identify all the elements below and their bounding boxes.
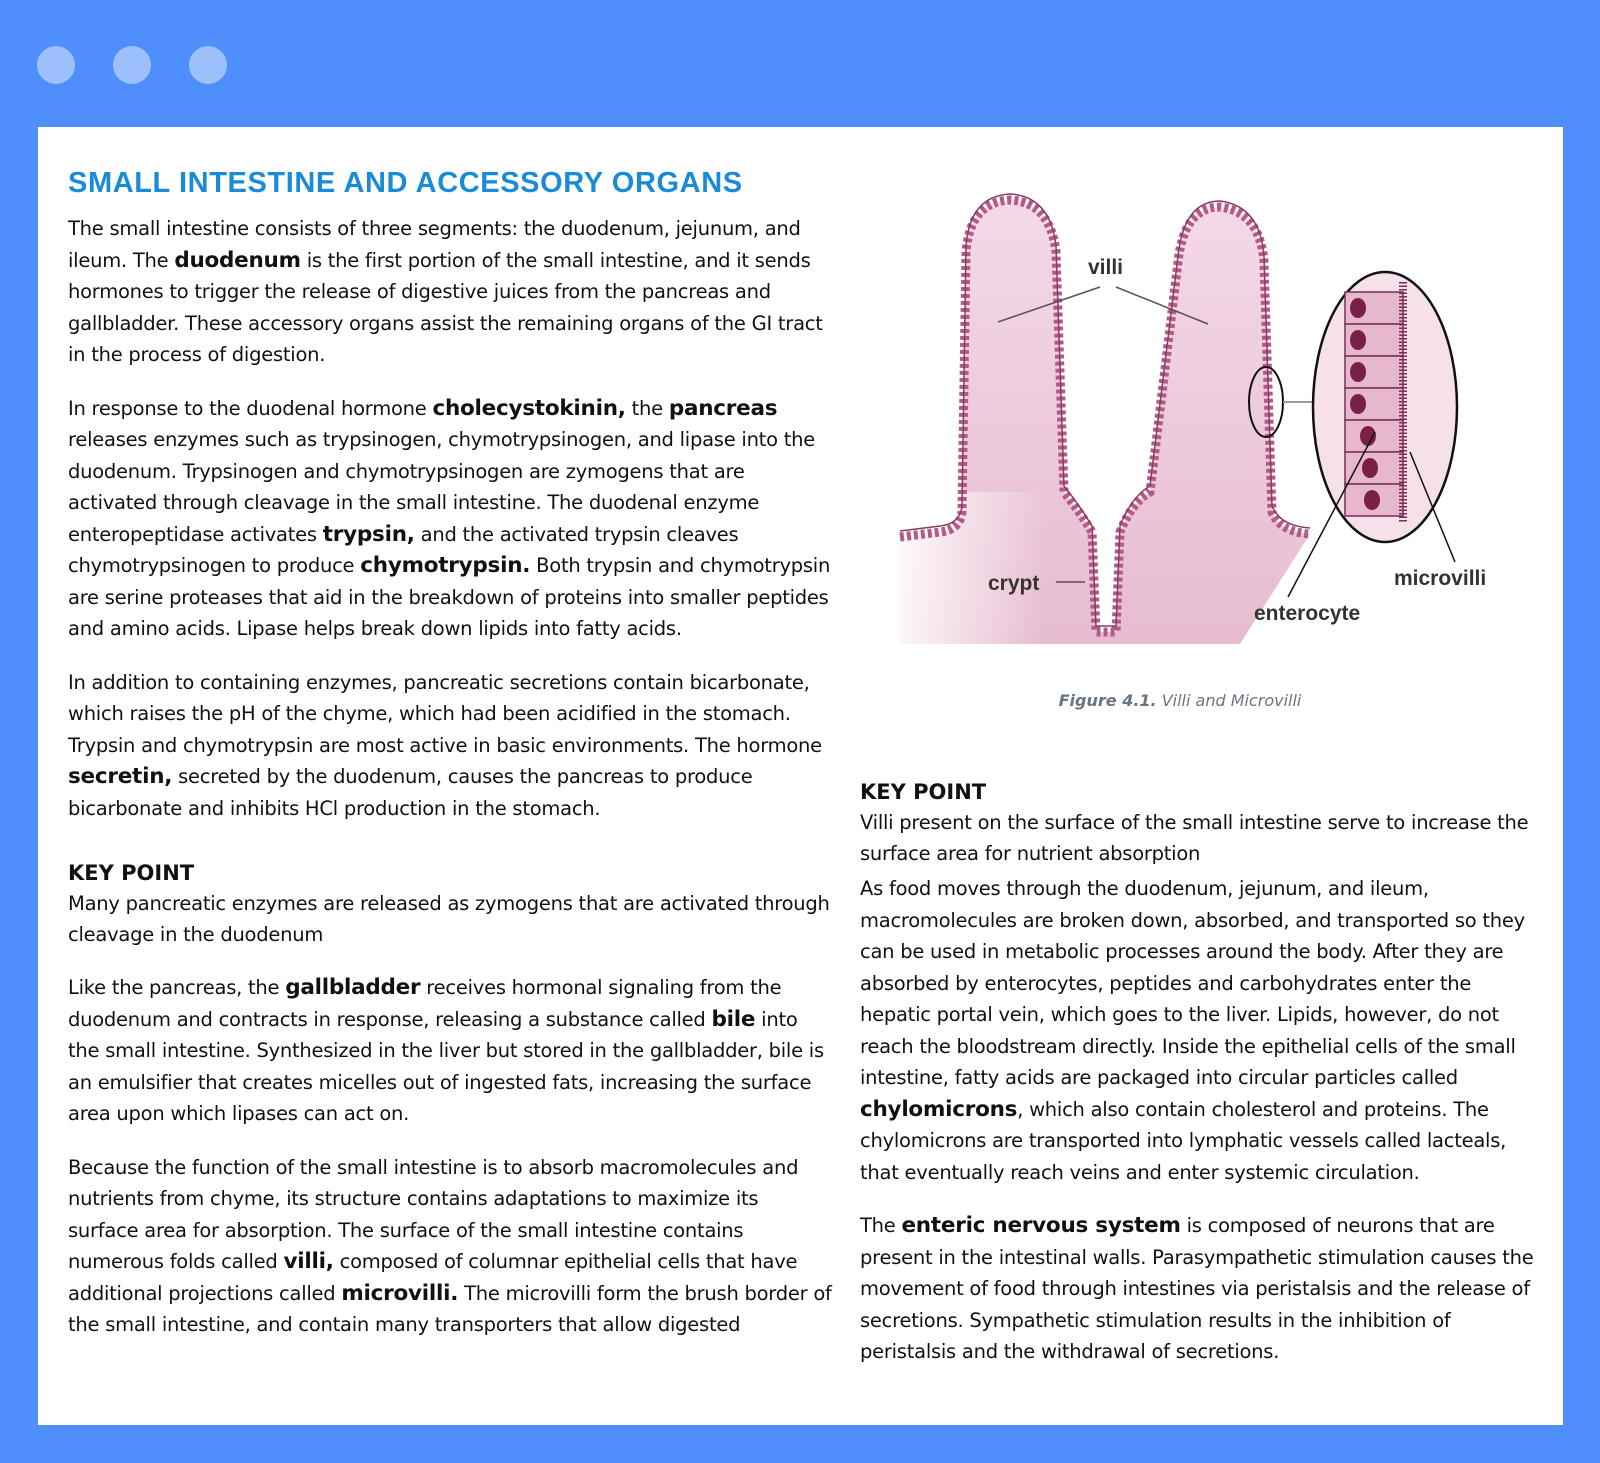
- paragraph-absorption: As food moves through the duodenum, jejunum, and ileum, macromolecules are broken down, absorbed, and transported so they can be used in metabolic processes around the body. After they are absorbed by enterocytes, peptides and carbohydrates enter the hepatic portal vein, which goes to the liver. Lipids, however, do not reach the bloodstream directly. Inside the epithelial cells of the small intestine, fatty acids are packaged into circular particles called chylomicrons, which also contain cholesterol and proteins. The chylomicrons are transported into lymphatic vessels called lacteals, that eventually reach veins and enter systemic circulation.: [860, 877, 1525, 1184]
- key-point-text: Many pancreatic enzymes are released as zymogens that are activated through cleavage in the duodenum: [68, 892, 830, 946]
- paragraph-pancreas: In response to the duodenal hormone cholecystokinin, the pancreas releases enzymes such as trypsinogen, chymotrypsinogen, and lipase into the duodenum. Trypsinogen and chymotrypsinogen are zymogens that are activated through cleavage in the small intestine. The duodenal enzyme enteropeptidase activates trypsin, and the activated trypsin cleaves chymotrypsinogen to produce chymotrypsin. Both trypsin and chymotrypsin are serine proteases that aid in the breakdown of proteins into smaller peptides and amino acids. Lipase helps break down lipids into fatty acids.: [68, 395, 831, 640]
- paragraph-gallbladder: Like the pancreas, the gallbladder receives hormonal signaling from the duodenum and contracts in response, releasing a substance called bile into the small intestine. Synthesized in the liver but stored in the gallbladder, bile is an emulsifier that creates micelles out of ingested fats, increasing the surface area upon which lipases can act on.: [68, 975, 824, 1125]
- page-title: SMALL INTESTINE AND ACCESSORY ORGANS: [68, 167, 743, 199]
- left-column: [68, 165, 833, 1363]
- figure-caption: Figure 4.1. Villi and Microvilli: [1058, 691, 1302, 710]
- paragraph-enteric-nervous-system: The enteric nervous system is composed of neurons that are present in the intestinal walls. Parasympathetic stimulation causes the movement of food through intestines via peristalsis and the release of secretions. Sympathetic stimulation results in the inhibition of peristalsis and the withdrawal of secretions.: [860, 1213, 1534, 1363]
- right-text-block: [860, 777, 1540, 1390]
- window-maximize-dot[interactable]: [189, 46, 227, 84]
- window-close-dot[interactable]: [37, 46, 75, 84]
- document-page: [38, 127, 1563, 1425]
- label-enterocyte: enterocyte: [1254, 602, 1361, 625]
- label-villi: villi: [1088, 256, 1124, 279]
- paragraph-villi: Because the function of the small intestine is to absorb macromolecules and nutrients from chyme, its structure contains adaptations to maximize its surface area for absorption. The surface of the small intestine contains numerous folds called villi, composed of columnar epithelial cells that have additional projections called microvilli. The microvilli form the brush border of the small intestine, and contain many transporters that allow digested: [68, 1155, 832, 1336]
- key-point-heading: KEY POINT: [68, 861, 195, 885]
- key-point-heading: KEY POINT: [860, 780, 987, 804]
- label-microvilli: microvilli: [1394, 567, 1487, 590]
- key-point-text: Villi present on the surface of the small intestine serve to increase the surface area for nutrient absorption: [860, 811, 1529, 865]
- key-point-villi: [860, 777, 1540, 869]
- key-point-zymogens: [68, 858, 833, 950]
- window-minimize-dot[interactable]: [113, 46, 151, 84]
- paragraph-segments: The small intestine consists of three segments: the duodenum, jejunum, and ileum. The duodenum is the first portion of the small intestine, and it sends hormones to trigger the release of digestive juices from the pancreas and gallbladder. These accessory organs assist the remaining organs of the GI tract in the process of digestion.: [68, 217, 823, 366]
- villi-figure: [880, 192, 1540, 662]
- label-crypt: crypt: [988, 572, 1040, 595]
- enterocyte-cells: [1345, 282, 1403, 522]
- villi-microvilli-illustration: [880, 192, 1540, 662]
- paragraph-bicarbonate: In addition to containing enzymes, pancreatic secretions contain bicarbonate, which raises the pH of the chyme, which had been acidified in the stomach. Trypsin and chymotrypsin are most active in basic environments. The hormone secretin, secreted by the duodenum, causes the pancreas to produce bicarbonate and inhibits HCl production in the stomach.: [68, 670, 822, 820]
